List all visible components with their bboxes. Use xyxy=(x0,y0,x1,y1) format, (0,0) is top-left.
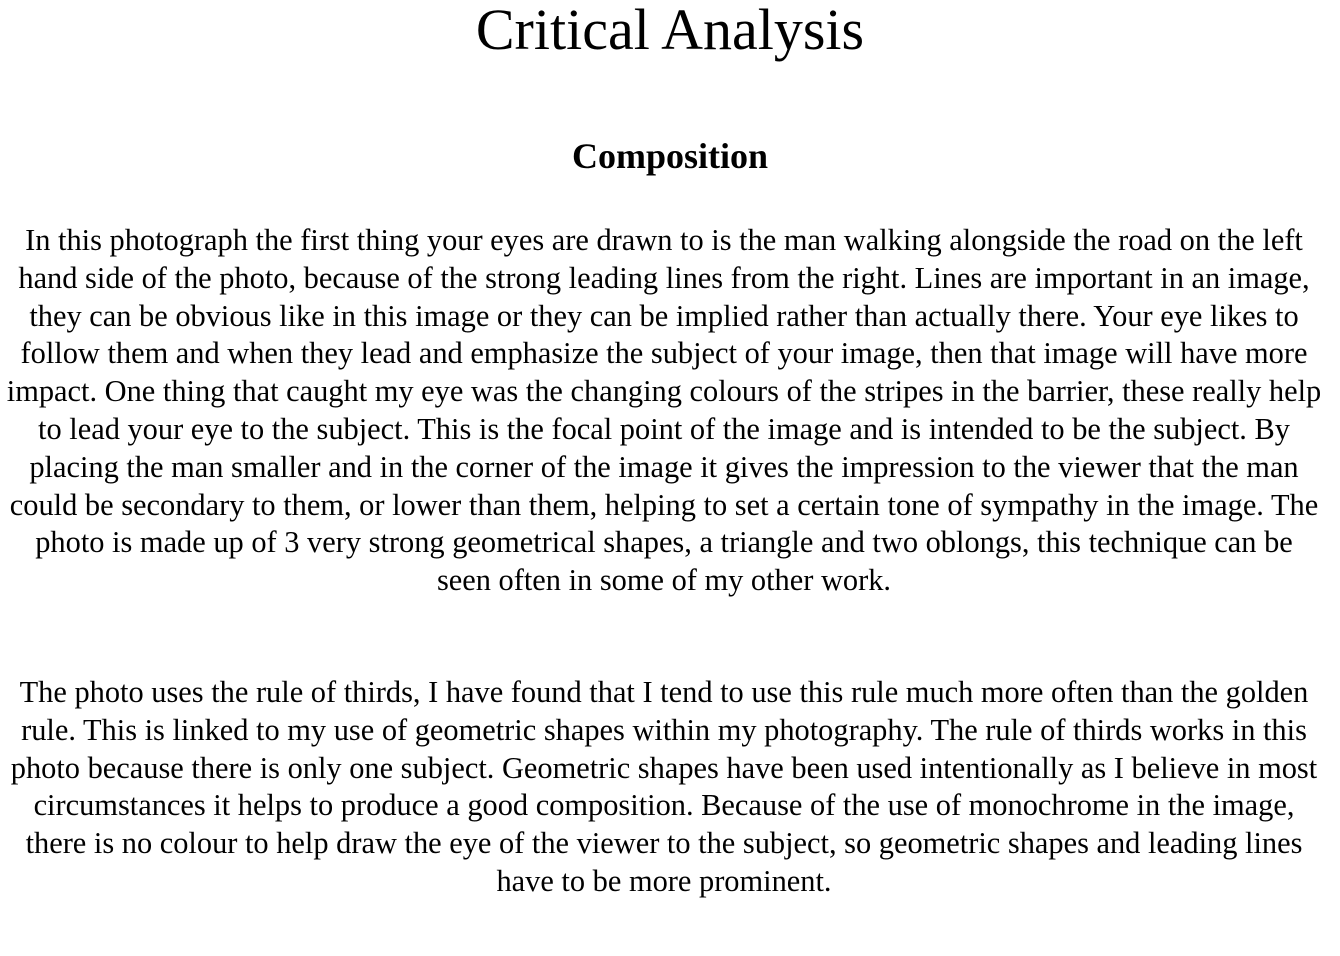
body-paragraph-2: The photo uses the rule of thirds, I have found that I tend to use this rule much more often than the golden rule. This is linked to my use of geometric shapes within my photography. The rule of thirds works in this photo because there is only one subject. Geometric shapes have been used intentionally as I believe in most circumstances it helps to produce a good composition. Because of the use of monochrome in the image, there is no colour to help draw the eye of the viewer to the subject, so geometric shapes and leading lines have to be more prominent. xyxy=(10,675,1318,898)
body-paragraph-1: In this photograph the first thing your eyes are drawn to is the man walking alongside the road on the left hand side of the photo, because of the strong leading lines from the right. Lines are important in an image, they can be obvious like in this image or they can be implied rather than actually there. Your eye likes to follow them and when they lead and emphasize the subject of your image, then that image will have more impact. One thing that caught my eye was the changing colours of the stripes in the barrier, these really help to lead your eye to the subject. This is the focal point of the image and is intended to be the subject. By placing the man smaller and in the corner of the image it gives the impression to the viewer that the man could be secondary to them, or lower than them, helping to set a certain tone of sympathy in the image. The photo is made up of 3 very strong geometrical shapes, a triangle and two oblongs, this technique can be seen often in some of my other work. xyxy=(6,223,1322,598)
page-title: Critical Analysis xyxy=(475,0,865,62)
section-heading: Composition xyxy=(571,136,769,176)
